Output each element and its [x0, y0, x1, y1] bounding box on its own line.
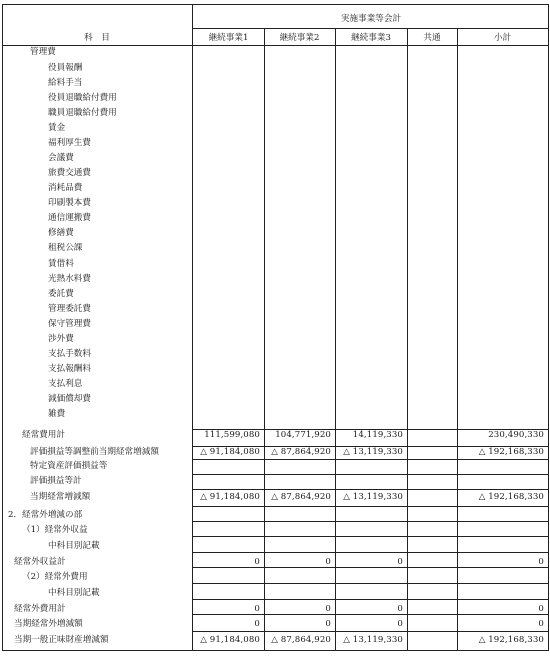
row-label: 賃借料 — [48, 258, 74, 269]
row-value: △ 192,168,330 — [478, 635, 544, 645]
row-value: 104,771,920 — [275, 430, 331, 440]
row-value: △ 91,184,080 — [200, 446, 260, 457]
row-label: 減価償却費 — [48, 394, 91, 405]
row-rule — [192, 583, 548, 584]
row-value: △ 87,864,920 — [271, 491, 331, 502]
row-label: （1）経常外収益 — [22, 525, 88, 535]
row-label: 会議費 — [48, 153, 74, 163]
row-value: 0 — [538, 619, 544, 629]
header-subject: 科 目 — [84, 33, 110, 43]
row-value: 0 — [254, 603, 260, 614]
row-label: 印刷製本費 — [48, 198, 91, 209]
row-label: 管理委託費 — [48, 303, 91, 314]
row-label: 評価損益等調整前当期経常増減額 — [30, 446, 159, 457]
row-label: 委託費 — [48, 288, 74, 299]
row-value: 0 — [325, 556, 331, 567]
row-value: 0 — [397, 603, 403, 614]
row-rule — [192, 552, 548, 553]
row-label: 中科目別記載 — [48, 587, 100, 598]
table-border-right — [548, 4, 549, 651]
column-divider-4 — [457, 28, 458, 651]
table-border-top — [2, 4, 548, 5]
header-col-1: 継続事業1 — [208, 33, 249, 43]
row-label: 役員報酬 — [48, 62, 83, 73]
row-label: 修繕費 — [48, 228, 74, 239]
header-col-3: 継続事業3 — [351, 33, 391, 43]
row-value: 0 — [538, 556, 544, 567]
row-value: △ 91,184,080 — [200, 491, 260, 502]
column-divider-2 — [335, 28, 336, 651]
row-label: 租税公課 — [48, 243, 83, 254]
row-rule — [192, 631, 548, 632]
row-value: 0 — [325, 619, 331, 629]
row-value: 0 — [538, 603, 544, 614]
table-border-bottom — [2, 650, 548, 651]
row-label: 賃金 — [48, 122, 66, 133]
row-value: △ 13,119,330 — [343, 635, 403, 645]
row-rule — [192, 536, 548, 537]
row-value: △ 13,119,330 — [343, 446, 403, 457]
column-divider-1 — [264, 28, 265, 651]
row-rule — [192, 506, 548, 507]
row-value: △ 192,168,330 — [478, 446, 544, 457]
header-col-subtotal: 小計 — [493, 33, 512, 43]
row-label: （2）経常外費用 — [22, 572, 88, 582]
row-value: 0 — [397, 619, 403, 629]
row-label: 経常外収益計 — [14, 556, 66, 567]
column-divider-3 — [407, 28, 408, 651]
row-label: 職員退職給付費用 — [48, 107, 117, 118]
row-value: 230,490,330 — [488, 430, 544, 440]
row-value: △ 87,864,920 — [271, 635, 331, 645]
row-label: 当期一般正味財産増減額 — [14, 635, 109, 645]
row-value: 0 — [325, 603, 331, 614]
header-bottom-rule — [2, 45, 548, 46]
row-rule — [192, 521, 548, 522]
row-label: 管理費 — [30, 47, 56, 57]
row-label: 役員退職給付費用 — [48, 92, 117, 103]
column-divider-subject — [192, 4, 193, 651]
row-label: 旅費交通費 — [48, 168, 91, 178]
table-border-left — [2, 4, 3, 651]
row-label: 支払手数料 — [48, 348, 91, 359]
header-group-title: 実施事業等会計 — [340, 14, 402, 24]
row-label: 渉外費 — [48, 333, 74, 344]
row-label: 当期経常増減額 — [30, 491, 91, 502]
header-col-2: 継続事業2 — [279, 33, 320, 43]
row-label: 支払利息 — [48, 379, 83, 389]
row-label: 特定資産評価損益等 — [30, 461, 108, 472]
row-value: △ 87,864,920 — [271, 446, 331, 457]
row-label: 保守管理費 — [48, 318, 91, 329]
row-label: 2．経常外増減の部 — [8, 509, 83, 520]
row-value: 0 — [397, 556, 403, 567]
row-label: 当期経常外増減額 — [14, 619, 83, 629]
row-value: 14,119,330 — [352, 430, 403, 440]
row-value: 0 — [254, 556, 260, 567]
header-col-common: 共通 — [423, 33, 441, 43]
row-rule — [192, 474, 548, 475]
row-label: 雑費 — [48, 409, 66, 420]
row-label: 通信運搬費 — [48, 213, 91, 224]
header-divider — [192, 28, 548, 29]
row-value: △ 91,184,080 — [200, 635, 260, 645]
row-label: 消耗品費 — [48, 183, 83, 194]
row-label: 光熱水料費 — [48, 273, 91, 284]
row-label: 給料手当 — [48, 77, 83, 88]
row-label: 経常外費用計 — [14, 603, 66, 614]
row-label: 福利厚生費 — [48, 137, 91, 148]
row-value: 111,599,080 — [204, 430, 260, 440]
row-label: 支払報酬料 — [48, 364, 91, 374]
row-label: 中科目別記載 — [48, 540, 100, 551]
row-rule — [192, 459, 548, 460]
row-value: 0 — [254, 619, 260, 629]
row-value: △ 13,119,330 — [343, 491, 403, 502]
row-rule — [192, 599, 548, 600]
row-label: 評価損益等計 — [30, 476, 82, 486]
row-label: 経常費用計 — [22, 430, 65, 440]
row-value: △ 192,168,330 — [478, 491, 544, 502]
